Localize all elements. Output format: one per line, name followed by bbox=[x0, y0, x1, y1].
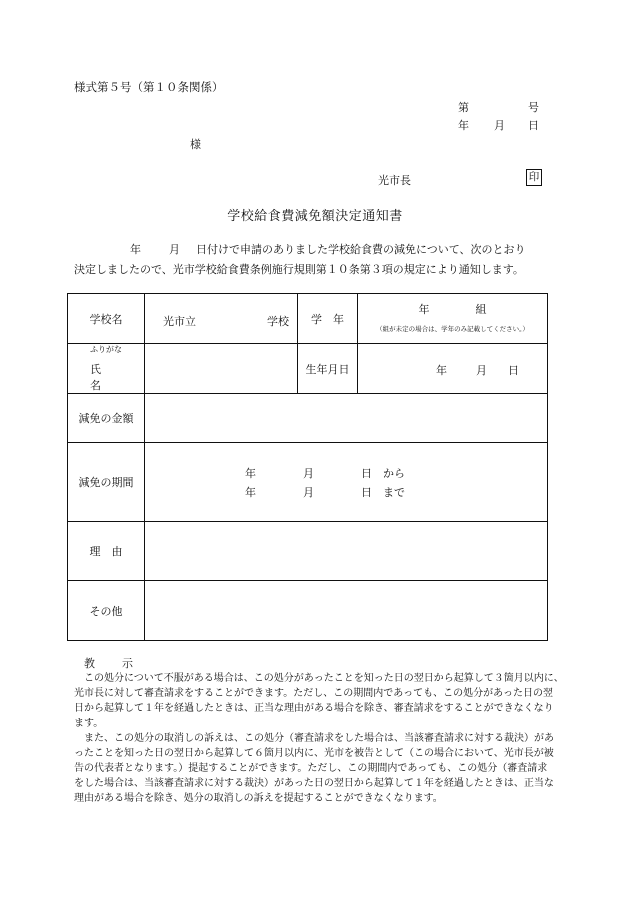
period-from-text: から bbox=[383, 467, 405, 480]
body-month: 月 bbox=[169, 243, 180, 256]
reason-cell[interactable] bbox=[145, 522, 548, 581]
instruction-line: ったことを知った日の翌日から起算して６箇月以内に、光市を被告として（この場合において、光市長が被 bbox=[74, 748, 554, 759]
date-day: 日 bbox=[528, 119, 539, 132]
name-label-cell bbox=[68, 344, 145, 394]
name-label: 氏 名 bbox=[90, 363, 132, 392]
number-prefix: 第 bbox=[458, 101, 469, 114]
seal-box: 印 bbox=[526, 169, 542, 186]
birth-month: 月 bbox=[476, 364, 487, 377]
body-line-1 bbox=[74, 241, 526, 257]
period-from-year: 年 bbox=[245, 467, 256, 480]
instruction-line: また、この処分の取消しの訴えは、この処分（審査請求をした場合は、当該審査請求に対する裁決）があ bbox=[84, 733, 554, 744]
instruction-line: 理由がある場合を除き、処分の取消しの訴えを提起することができなくなります。 bbox=[74, 793, 443, 804]
sender-name: 光市長 bbox=[378, 174, 411, 187]
date-year: 年 bbox=[458, 119, 469, 132]
period-from-day: 日 bbox=[361, 467, 372, 480]
period-from-month: 月 bbox=[303, 467, 314, 480]
instruction-line: この処分について不服がある場合は、この処分があったことを知った日の翌日から起算して３箇月以内に、 bbox=[84, 673, 564, 684]
grade-year: 年 bbox=[418, 302, 430, 316]
instruction-line: 告の代表者となります。）提起することができます。ただし、この期間内であっても、この処分（審査請求 bbox=[74, 763, 548, 774]
grade-cell[interactable] bbox=[358, 294, 548, 344]
instruction-line: 光市長に対して審査請求をすることができます。ただし、この期間内であっても、この処分があった日の翌 bbox=[74, 688, 553, 699]
birth-cell[interactable] bbox=[358, 344, 548, 394]
period-label: 減免の期間 bbox=[68, 443, 145, 522]
other-cell[interactable] bbox=[145, 581, 548, 641]
amount-cell[interactable] bbox=[145, 394, 548, 443]
grade-value bbox=[358, 301, 547, 317]
form-number-label: 様式第５号（第１０条関係） bbox=[74, 80, 224, 94]
name-cell[interactable] bbox=[145, 344, 298, 394]
date-month: 月 bbox=[494, 119, 505, 132]
period-to-text: まで bbox=[383, 486, 405, 499]
period-to-month: 月 bbox=[303, 486, 314, 499]
school-label: 学校名 bbox=[68, 294, 145, 344]
school-suffix: 学校 bbox=[267, 315, 289, 328]
instruction-heading: 教 示 bbox=[84, 657, 141, 670]
document-title: 学校給食費減免額決定通知書 bbox=[227, 209, 403, 224]
other-row bbox=[68, 581, 548, 641]
number-suffix: 号 bbox=[528, 101, 539, 114]
body-line-2: 決定しましたので、光市学校給食費条例施行規則第１０条第３項の規定により通知します。 bbox=[74, 263, 524, 276]
recipient-honorific: 様 bbox=[190, 138, 201, 151]
school-prefix: 光市立 bbox=[163, 315, 196, 328]
decision-table bbox=[67, 293, 548, 641]
birth-year: 年 bbox=[436, 364, 447, 377]
period-cell[interactable] bbox=[145, 443, 548, 522]
school-name-cell[interactable] bbox=[145, 294, 298, 344]
amount-row bbox=[68, 394, 548, 443]
birth-label: 生年月日 bbox=[298, 344, 358, 394]
amount-label: 減免の金額 bbox=[68, 394, 145, 443]
birth-day: 日 bbox=[508, 364, 519, 377]
period-to-year: 年 bbox=[245, 486, 256, 499]
instruction-line: をした場合は、当該審査請求に対する裁決）があった日の翌日から起算して１年を経過したときは、正当な bbox=[74, 778, 554, 789]
body-year: 年 bbox=[130, 243, 141, 256]
period-row bbox=[68, 443, 548, 522]
instruction-line: 日から起算して１年を経過したときは、正当な理由がある場合を除き、審査請求をすることができなくなり bbox=[74, 703, 554, 714]
other-label: その他 bbox=[68, 581, 145, 641]
reason-label: 理 由 bbox=[68, 522, 145, 581]
name-row bbox=[68, 344, 548, 394]
grade-class: 組 bbox=[475, 302, 487, 316]
school-row bbox=[68, 294, 548, 344]
furigana-label: ふりがな bbox=[90, 345, 122, 354]
grade-note: （組が未定の場合は、学年のみ記載してください。） bbox=[376, 324, 529, 333]
body-rest: 日付けで申請のありました学校給食費の減免について、次のとおり bbox=[196, 243, 526, 256]
reason-row bbox=[68, 522, 548, 581]
grade-label: 学 年 bbox=[298, 294, 358, 344]
period-to-day: 日 bbox=[361, 486, 372, 499]
instruction-line: ます。 bbox=[74, 718, 104, 729]
